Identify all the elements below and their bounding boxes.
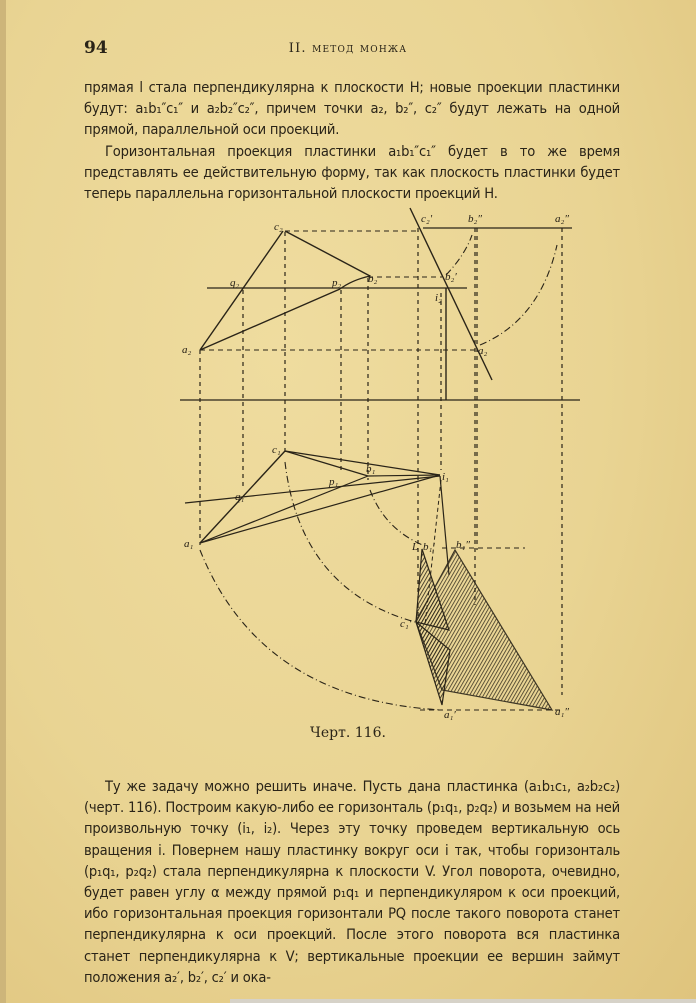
label-i1: i₁: [442, 471, 449, 483]
label-a1-prime: a₁′: [444, 709, 456, 721]
label-a2-double-prime: a₂″: [555, 213, 569, 225]
label-a1-double-prime: a₁″: [555, 706, 569, 718]
label-c1-prime: c₁′: [400, 618, 412, 630]
paragraph: прямая l стала перпендикулярна к плоскости H; новые проекции пластинки будут: a₁b₁″c₁″ и a₂b₂″c₂″, причем точки a₂, b₂″, c₂″ будут лежать на одной прямой, параллельной оси проекций.: [84, 79, 620, 139]
text-block-bottom: [84, 776, 620, 988]
label-c2: c₂: [274, 221, 283, 233]
label-b1-double-prime: b₁″: [456, 539, 470, 551]
page-edge-shadow: [0, 0, 6, 1003]
label-a2-rotated: a₂: [478, 345, 488, 357]
text-block-top: [84, 77, 620, 204]
label-L: L: [412, 541, 419, 553]
label-p1: p₁: [329, 476, 339, 488]
label-q2: q₂: [230, 277, 240, 289]
label-b1-prime: b₁′: [423, 541, 435, 553]
label-b1: b₁: [366, 463, 376, 475]
label-b2-prime: b₂′: [445, 271, 457, 283]
running-head: [0, 38, 696, 62]
label-i2: i₂: [435, 292, 442, 304]
scan-border: [230, 999, 696, 1003]
label-a2: a₂: [182, 344, 192, 356]
label-q1: q₁: [235, 491, 245, 503]
label-b2: b₂: [368, 273, 378, 285]
label-c1: c₁: [272, 444, 281, 456]
label-c2-prime: c₂′: [421, 213, 433, 225]
paragraph: Ту же задачу можно решить иначе. Пусть дана пластинка (a₁b₁c₁, a₂b₂c₂) (черт. 116). Построим какую-либо ее горизонталь (p₁q₁, p₂q₂) и возьмем на ней произвольную точку (i₁, i₂). Через эту точку проведем вертикальную ось вращения i. Повернем нашу пластинку вокруг оси i так, чтобы горизонталь (p₁q₁, p₂q₂) стала перпендикулярна к плоскости V. Угол поворота, очевидно, будет равен углу α между прямой p₁q₁ и перпендикуляром к оси проекций, ибо горизонтальная проекция горизонтали PQ после такого поворота станет перпендикулярна к оси проекций. После этого поворота вся пластинка станет перпендикулярна к V; вертикальные проекции ее вершин займут положения a₂′, b₂′, c₂′ и ока-: [84, 778, 620, 986]
label-b2-double-prime: b₂″: [468, 213, 482, 225]
geometry-diagram: [180, 200, 600, 730]
label-p2: p₂: [332, 277, 342, 289]
chapter-title: II. метод монжа: [288, 41, 408, 56]
figure-caption: Черт. 116.: [310, 725, 386, 741]
page-number: 94: [84, 38, 108, 58]
paragraph: Горизонтальная проекция пластинки a₁b₁″c₁″ будет в то же время представлять ее действительную форму, так как плоскость пластинки будет теперь параллельна горизонтальной плоскости проекций H.: [84, 142, 620, 203]
label-a1: a₁: [184, 538, 194, 550]
figure-116: [180, 200, 600, 730]
